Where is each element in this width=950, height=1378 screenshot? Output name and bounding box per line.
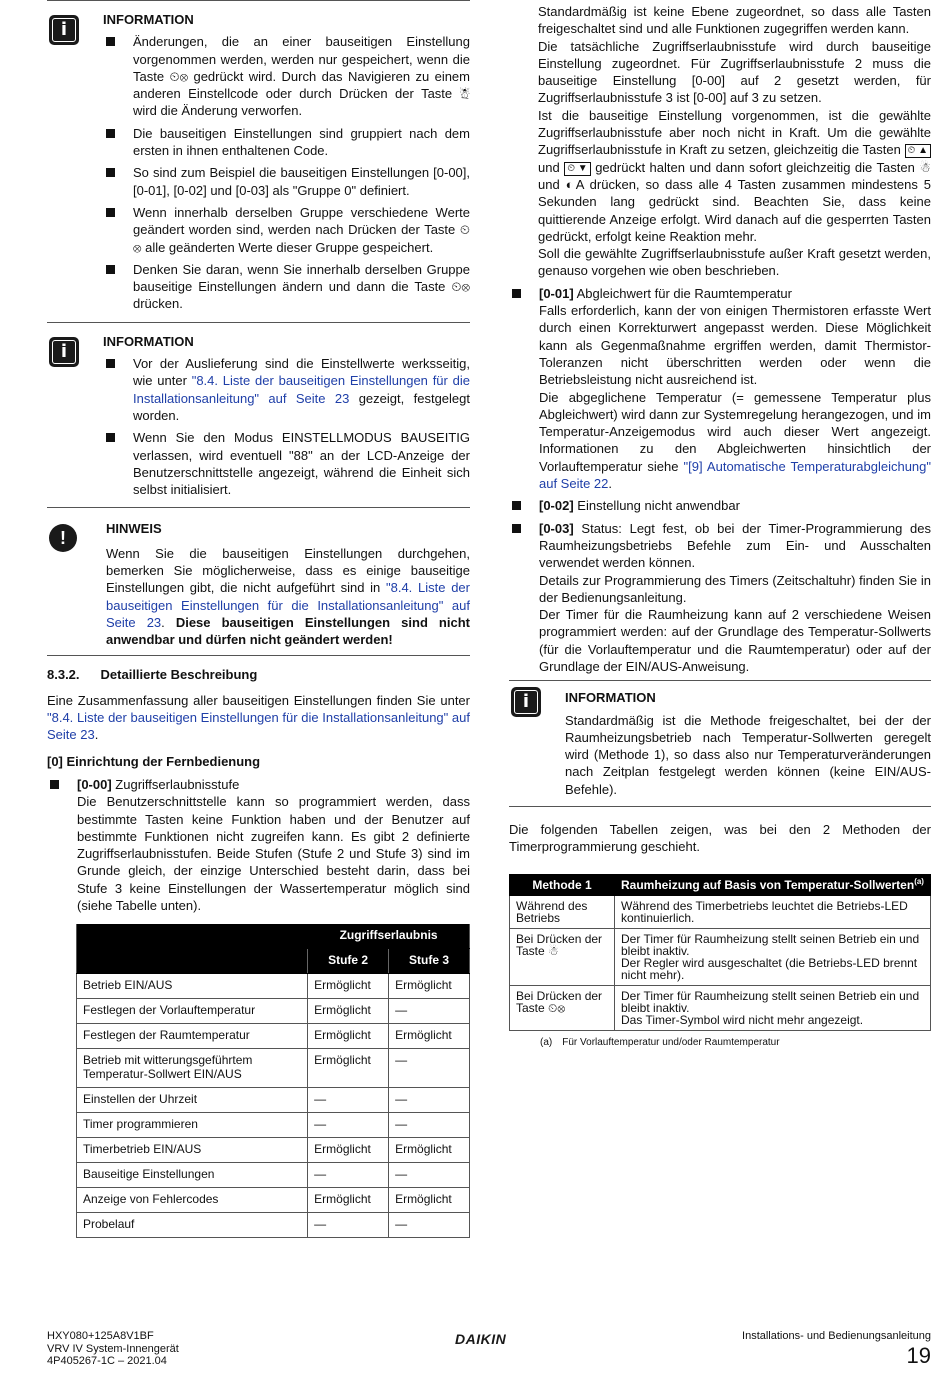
info-bullet: Denken Sie daran, wenn Sie innerhalb derselben Gruppe bauseitige Einstellungen ändern und dann die Taste ⏲⊗ drücken. xyxy=(103,261,470,313)
header-text: Raumheizung auf Basis von Temperatur-Sollwerten xyxy=(621,877,915,892)
setting-title: Abgleichwert für die Raumtemperatur xyxy=(573,285,792,301)
table-row xyxy=(77,1088,470,1113)
table-row xyxy=(510,985,931,1030)
cell: — xyxy=(308,1088,389,1113)
cell: Ermöglicht xyxy=(308,1049,389,1088)
setting-title: Status: Legt fest, ob bei der Timer-Programmierung des Raumheizungsbetriebs Befehle zum Ein- und Ausschalten verwendet werden können. xyxy=(539,520,931,571)
table-row xyxy=(77,1163,470,1188)
paragraph: Soll die gewählte Zugriffserlaubnisstufe außer Kraft gesetzt werden, genauso vorgehen wie oben beschrieben. xyxy=(538,246,931,279)
left-column xyxy=(47,0,470,1238)
info-text: Standardmäßig ist die Methode freigeschaltet, bei der der Raumheizungsbetrieb nach Temperatur-Sollwerten geregelt wird (Methode 1), so dass also nur Temperaturveränderungen nach Zeitplan festgelegt werden können (keine EIN/AUS-Befehle). xyxy=(565,712,931,797)
footnote-ref: (a) xyxy=(914,876,924,886)
setting-code: [0-01] xyxy=(539,285,574,301)
row-label: Bei Drücken der Taste ☃ xyxy=(510,928,615,985)
information-box-1 xyxy=(47,0,470,323)
setting-description xyxy=(539,389,931,493)
access-permission-table xyxy=(76,924,470,1238)
text: . xyxy=(161,614,176,630)
text: Eine Zusammenfassung aller bauseitigen Einstellungen finden Sie unter xyxy=(47,692,470,708)
footer-left xyxy=(47,1330,179,1368)
footnote-text: Für Vorlauftemperatur und/oder Raumtemperatur xyxy=(562,1036,780,1048)
setting-code: [0-03] xyxy=(539,520,574,536)
cell: Ermöglicht xyxy=(389,1024,470,1049)
row-label: Anzeige von Fehlercodes xyxy=(77,1188,308,1213)
setting-description: Der Timer für die Raumheizung kann auf 2 verschiedene Weisen programmiert werden: auf der Grundlage des Temperatur-Sollwerts (für die Vorlauftemperatur und die Raumtemperatur) oder auf der Grundlage der EIN/AUS-Anweisung. xyxy=(539,607,931,674)
cell: Ermöglicht xyxy=(308,974,389,999)
empty-header xyxy=(77,924,308,974)
row-label: Probelauf xyxy=(77,1213,308,1238)
info-bullet: So sind zum Beispiel die bauseitigen Einstellungen [0-00], [0-01], [0-02] und [0-03] als "Gruppe 0" definiert. xyxy=(103,164,470,199)
model-number: HXY080+125A8V1BF xyxy=(47,1330,154,1342)
info-bullet: Änderungen, die an einer bauseitigen Einstellung vorgenommen werden, werden nur gespeichert, wenn die Taste ⏲⊗ gedrückt wird. Durch das Navigieren zu einem anderen Einstellcode oder durch Drücken der Taste ☃ wird die Änderung verworfen. xyxy=(103,33,470,119)
cell: — xyxy=(389,1049,470,1088)
information-box-2 xyxy=(47,323,470,509)
text: Die abgeglichene Temperatur (= gemessene Temperatur plus Abgleichwert) wird dann zur Systemregelung herangezogen, und im Temperatur-Anzeigemodus wird auch dieser Wert angezeigt. Informationen zu den Abgleichwerten hinsichtlich der Vorlauftemperatur siehe xyxy=(539,389,931,474)
footnote-mark: (a) xyxy=(540,1036,553,1048)
subsection-heading: [0] Einrichtung der Fernbedienung xyxy=(47,753,261,769)
information-icon: i xyxy=(49,15,79,45)
intro-paragraph xyxy=(47,692,470,744)
text: gezeigt, festgelegt worden. xyxy=(133,390,470,423)
info-bullet: Wenn Sie den Modus EINSTELLMODUS BAUSEITIG verlassen, wird eventuell "88" an der LCD-Anzeige der Benutzerschnittstelle angezeigt, während die Einheit sich selbst initialisiert. xyxy=(103,429,470,498)
row-label: Bei Drücken der Taste ⏲⊗ xyxy=(510,985,615,1030)
setting-description: Falls erforderlich, kann der von einigen Thermistoren erfasste Wert durch einen Korrekturwert angepasst werden. Diese Möglichkeit kann als Gegenmaßnahme ergriffen werden, damit Thermistor-Toleranzen nicht überschritten werden oder wenn die Betriebsleistung nicht ausreichend ist. xyxy=(539,303,931,388)
table-footnote xyxy=(509,1037,931,1049)
right-column xyxy=(509,3,931,1049)
reference-link[interactable]: "8.4. Liste der bauseitigen Einstellungen für die Installationsanleitung" auf Seite 23 xyxy=(47,710,470,743)
row-label: Timer programmieren xyxy=(77,1113,308,1138)
timer-method-table xyxy=(509,874,931,1031)
page-number: 19 xyxy=(906,1342,931,1368)
notice-text xyxy=(106,545,470,649)
info-heading: INFORMATION xyxy=(565,690,656,706)
information-icon: i xyxy=(49,337,79,367)
section-heading xyxy=(47,666,470,683)
setting-code: [0-02] xyxy=(539,498,574,514)
text: gedrückt halten und dann sofort gleichzeitig die Tasten ☃ und ◐A drücken, so dass alle 4 Tasten zusammen mindestens 5 Sekunden lang gedrückt sind. Beachten Sie, dass keine quittierende Anzeige erfolgt. Wird danach auf die gesperrten Tasten gedrückt, erfolgt keine Reaktion mehr. xyxy=(538,159,931,244)
setting-item-0-02 xyxy=(509,497,931,514)
text: . xyxy=(94,727,99,743)
information-icon: i xyxy=(511,687,541,717)
section-number: 8.3.2. xyxy=(47,666,80,682)
paragraph xyxy=(538,107,931,245)
footer-right xyxy=(742,1330,931,1368)
table-header-row xyxy=(77,924,470,949)
cell: Ermöglicht xyxy=(308,1138,389,1163)
setting-code: [0-00] xyxy=(77,776,112,792)
info-bullet xyxy=(103,355,470,424)
cell: — xyxy=(308,1213,389,1238)
reference-link[interactable]: "[9] Automatische Temperaturabgleichung" auf Seite 22 xyxy=(539,458,931,492)
cell: — xyxy=(308,1163,389,1188)
info-bullet: Wenn innerhalb derselben Gruppe verschiedene Werte geändert worden sind, werden nach Drücken der Taste ⏲⊗ alle geänderten Werte dieser Gruppe gespeichert. xyxy=(103,204,470,256)
cell: Der Timer für Raumheizung stellt seinen Betrieb ein und bleibt inaktiv. Der Regler wird ausgeschaltet (die Betriebs-LED brennt nicht mehr). xyxy=(615,928,931,985)
continued-text xyxy=(509,3,931,280)
setting-title: Einstellung nicht anwendbar xyxy=(573,498,740,514)
info-heading: INFORMATION xyxy=(103,12,194,27)
row-label: Betrieb EIN/AUS xyxy=(77,974,308,999)
group-header: Zugriffserlaubnis xyxy=(308,924,470,949)
row-label: Einstellen der Uhrzeit xyxy=(77,1088,308,1113)
row-label: Bauseitige Einstellungen xyxy=(77,1163,308,1188)
table-row xyxy=(77,1213,470,1238)
cell: Ermöglicht xyxy=(389,1188,470,1213)
cell: — xyxy=(308,1113,389,1138)
table-row xyxy=(510,895,931,928)
cell: Ermöglicht xyxy=(308,1024,389,1049)
description-header xyxy=(615,874,931,895)
table-row xyxy=(77,1113,470,1138)
row-label: Timerbetrieb EIN/AUS xyxy=(77,1138,308,1163)
timer-down-key-icon: ⏲ ▼ xyxy=(564,162,590,176)
tables-intro: Die folgenden Tabellen zeigen, was bei den 2 Methoden der Timerprogrammierung geschieht. xyxy=(509,822,931,855)
table-row xyxy=(77,1049,470,1088)
row-label: Betrieb mit witterungsgeführtem Temperatur-Sollwert EIN/AUS xyxy=(77,1049,308,1088)
setting-description: Die Benutzerschnittstelle kann so programmiert werden, dass bestimmte Tasten keine Funktion haben und der Benutzer auf bestimmte Funktionen nicht zugreifen kann. Es gibt 2 definierte Zugriffserlaubnisstufen. Beide Stufen (Stufe 2 und Stufe 3) sind im Grunde gleich, der einzige Unterschied besteht darin, dass bei Stufe 3 keine Einstellungen der Wassertemperatur möglich sind (siehe Tabelle unten). xyxy=(77,794,470,914)
paragraph: Standardmäßig ist keine Ebene zugeordnet, so dass alle Tasten freigeschaltet sind und alle Funktionen zugegriffen werden kann. xyxy=(538,4,931,37)
setting-description: Details zur Programmierung des Timers (Zeitschaltuhr) finden Sie in der Bedienungsanleitung. xyxy=(539,572,931,605)
table-row xyxy=(77,1138,470,1163)
warning-icon: ! xyxy=(49,524,77,552)
text: und xyxy=(538,159,565,175)
product-name: VRV IV System-Innengerät xyxy=(47,1342,179,1355)
reference-link[interactable]: "8.4. Liste der bauseitigen Einstellungen für die Installationsanleitung" auf Seite 23 xyxy=(133,373,470,406)
manual-title: Installations- und Bedienungsanleitung xyxy=(742,1330,931,1342)
info-heading: INFORMATION xyxy=(103,333,194,349)
text: Vor der Auslieferung sind die Einstellwerte werksseitig, wie unter xyxy=(133,356,470,389)
table-row xyxy=(510,928,931,985)
notice-heading: HINWEIS xyxy=(106,521,162,537)
cell: Während des Timerbetriebs leuchtet die Betriebs-LED kontinuierlich. xyxy=(615,895,931,928)
table-row xyxy=(77,1024,470,1049)
cell: — xyxy=(389,1213,470,1238)
table-row xyxy=(77,999,470,1024)
info-bullet: Die bauseitigen Einstellungen sind gruppiert nach dem ersten in ihnen enthaltenen Code. xyxy=(103,125,470,160)
table-header-row xyxy=(510,874,931,895)
cell: Ermöglicht xyxy=(389,974,470,999)
method-header: Methode 1 xyxy=(510,874,615,895)
column-header-level-3: Stufe 3 xyxy=(389,949,470,974)
timer-up-key-icon: ⏲ ▲ xyxy=(905,144,931,158)
setting-item-0-01 xyxy=(509,285,931,493)
text: Wenn Sie die bauseitigen Einstellungen durchgehen, bemerken Sie möglicherweise, dass es einige bauseitige Einstellungen gibt, die nicht aufgeführt sind in xyxy=(106,545,470,596)
cell: — xyxy=(389,999,470,1024)
cell: — xyxy=(389,1163,470,1188)
row-label: Während des Betriebs xyxy=(510,895,615,928)
cell: Ermöglicht xyxy=(308,999,389,1024)
table-row xyxy=(77,974,470,999)
document-id: 4P405267-1C – 2021.04 xyxy=(47,1355,167,1367)
information-box-3 xyxy=(509,680,931,807)
reference-link[interactable]: "8.4. Liste der bauseitigen Einstellungen für die Installationsanleitung" auf Seite 23 xyxy=(106,580,470,630)
row-label: Festlegen der Vorlauftemperatur xyxy=(77,999,308,1024)
paragraph: Die tatsächliche Zugriffserlaubnisstufe wird durch bauseitige Einstellung zugeordnet. Für Zugriffserlaubnisstufe 2 muss die bauseitige Einstellung [0-00] auf 2 gesetzt werden, für Zugriffserlaubnisstufe 3 ist [0-00] auf 3 zu setzen. xyxy=(538,38,931,106)
row-label: Festlegen der Raumtemperatur xyxy=(77,1024,308,1049)
cell: — xyxy=(389,1113,470,1138)
cell: — xyxy=(389,1088,470,1113)
section-title: Detaillierte Beschreibung xyxy=(100,666,258,682)
setting-item-0-00 xyxy=(47,776,470,914)
setting-title: Zugriffserlaubnisstufe xyxy=(111,776,240,792)
cell: Der Timer für Raumheizung stellt seinen Betrieb ein und bleibt inaktiv. Das Timer-Symbol wird nicht mehr angezeigt. xyxy=(615,985,931,1030)
text: . xyxy=(608,476,613,492)
cell: Ermöglicht xyxy=(389,1138,470,1163)
brand-logo: DAIKIN xyxy=(455,1331,507,1347)
table-row xyxy=(77,1188,470,1213)
cell: Ermöglicht xyxy=(308,1188,389,1213)
setting-item-0-03 xyxy=(509,520,931,676)
column-header-level-2: Stufe 2 xyxy=(308,949,389,974)
text: Ist die bauseitige Einstellung vorgenommen, ist die gewählte Zugriffserlaubnisstufe aber noch nicht in Kraft. Um die gewählte Zugriffserlaubnisstufe in Kraft zu setzen, gleichzeitig die Tasten xyxy=(538,107,931,158)
notice-emphasis: Diese bauseitigen Einstellungen sind nicht anwendbar und dürfen nicht geändert werden! xyxy=(106,614,470,648)
notice-box xyxy=(47,508,470,655)
